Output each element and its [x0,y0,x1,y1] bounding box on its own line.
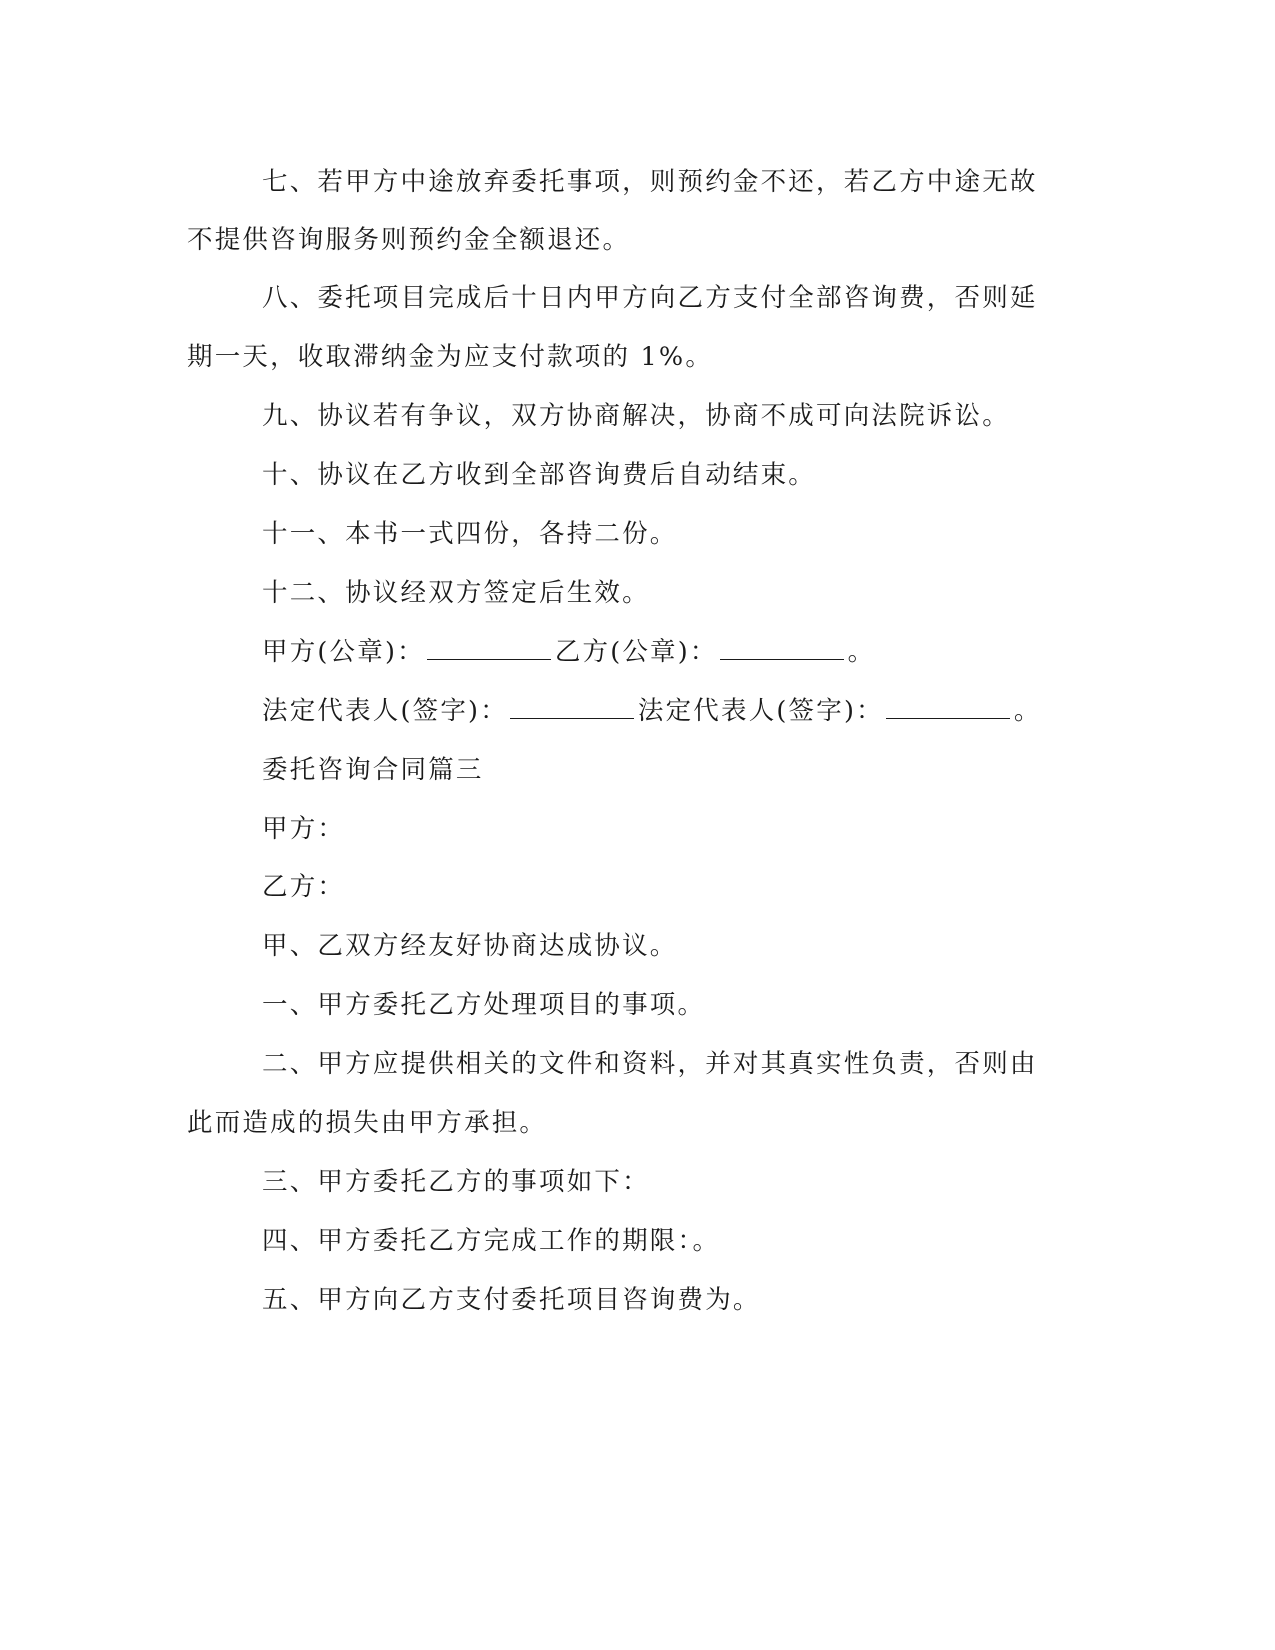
rep-b-blank [886,696,1010,719]
clause-8-line-2: 期一天，收取滞纳金为应支付款项的 1%。 [187,342,714,372]
section-3-party-a: 甲方： [262,814,346,844]
representative-signature-line [262,694,1142,728]
rep-a-label: 法定代表人(签字)： [262,696,508,726]
rep-a-blank [510,696,634,719]
section-3-intro: 甲、乙双方经友好协商达成协议。 [262,931,678,961]
seal-line-end: 。 [847,637,876,667]
clause-12: 十二、协议经双方签定后生效。 [262,578,650,608]
section-3-clause-3: 三、甲方委托乙方的事项如下： [262,1167,650,1197]
section-3-clause-5: 五、甲方向乙方支付委托项目咨询费为。 [262,1285,761,1315]
section-3-clause-4: 四、甲方委托乙方完成工作的期限：。 [262,1226,721,1256]
section-3-clause-2-line-1: 二、甲方应提供相关的文件和资料，并对其真实性负责，否则由 [262,1049,1038,1079]
section-3-clause-1: 一、甲方委托乙方处理项目的事项。 [262,990,706,1020]
party-a-seal-label: 甲方(公章)： [262,637,425,667]
clause-7-line-2: 不提供咨询服务则预约金全额退还。 [187,225,631,255]
section-3-clause-2-line-2: 此而造成的损失由甲方承担。 [187,1108,548,1138]
clause-9: 九、协议若有争议，双方协商解决，协商不成可向法院诉讼。 [262,401,1010,431]
clause-10: 十、协议在乙方收到全部咨询费后自动结束。 [262,460,817,490]
clause-8-line-1: 八、委托项目完成后十日内甲方向乙方支付全部咨询费，否则延 [262,283,1038,313]
rep-b-label: 法定代表人(签字)： [637,696,884,726]
seal-signature-line [262,635,1142,669]
party-b-seal-blank [720,637,844,660]
rep-line-end: 。 [1013,696,1042,726]
section-3-party-b: 乙方： [262,872,346,902]
party-b-seal-label: 乙方(公章)： [554,637,718,667]
clause-7-line-1: 七、若甲方中途放弃委托事项，则预约金不还，若乙方中途无故 [262,167,1038,197]
party-a-seal-blank [427,637,551,660]
section-3-title: 委托咨询合同篇三 [262,755,484,785]
clause-11: 十一、本书一式四份，各持二份。 [262,519,678,549]
